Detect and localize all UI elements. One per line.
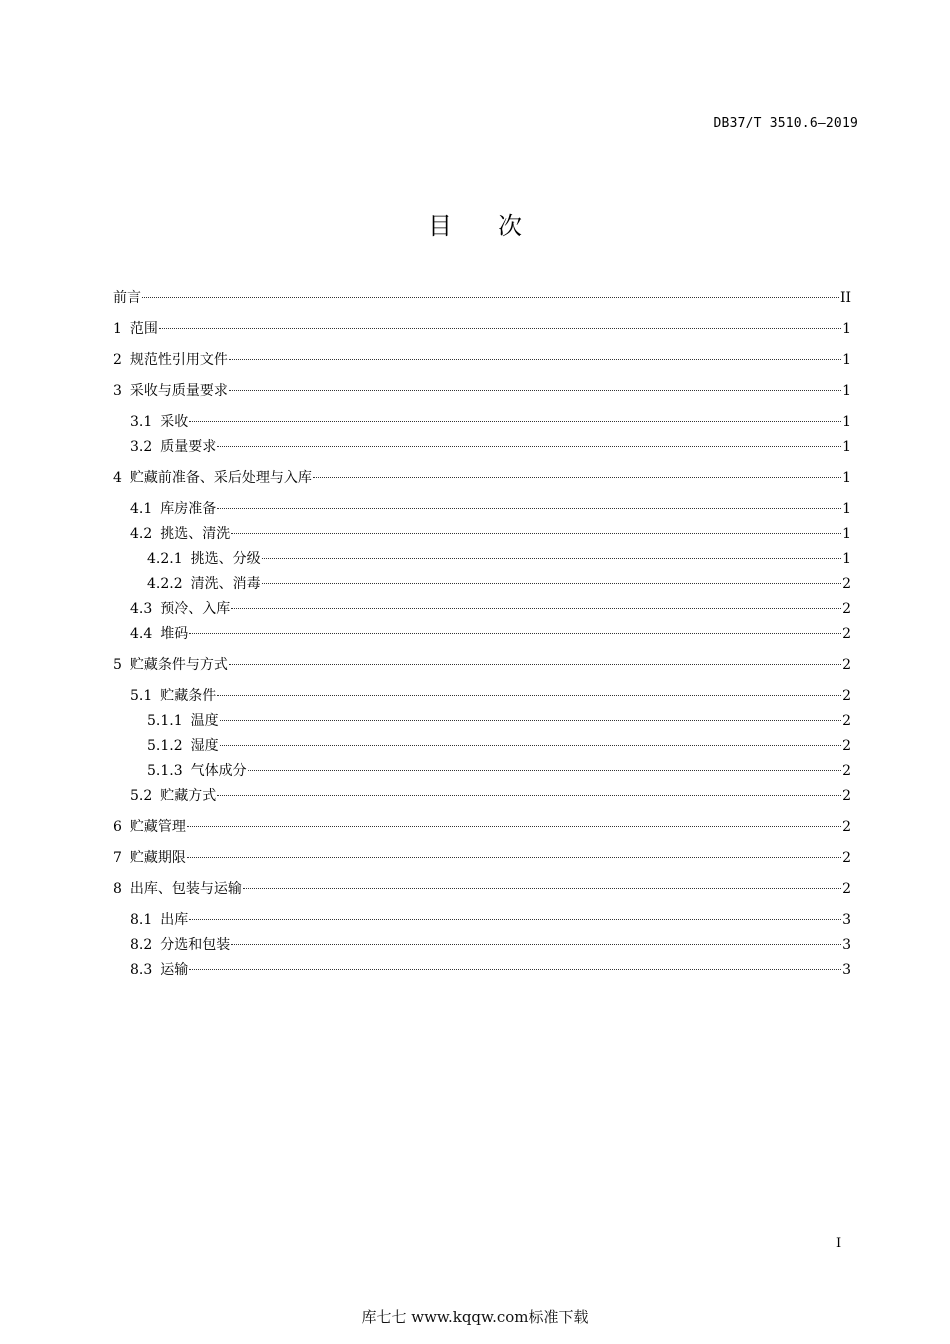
toc-entry-number: 8 [113,881,122,897]
dot-leader [217,508,841,509]
toc-entry[interactable] [113,684,851,709]
dot-leader [189,633,841,634]
toc-entry-number: 8.2 [130,937,153,953]
toc-entry-number: 4.2.2 [147,576,183,592]
dot-leader [187,826,841,827]
document-code: DB37/T 3510.6—2019 [713,116,858,131]
toc-entry-label: 出库、包装与运输 [129,881,242,897]
toc-entry[interactable] [113,815,851,840]
toc-entry-page: 3 [842,912,851,928]
toc-entry-page: 2 [842,788,851,804]
toc-entry[interactable] [113,379,851,404]
toc-entry-number: 5.1.2 [147,738,183,754]
toc-entry-number: 8.3 [130,962,153,978]
toc-entry-label: 预冷、入库 [160,601,231,617]
dot-leader [262,583,841,584]
dot-leader [220,720,841,721]
toc-entry[interactable] [113,547,851,572]
toc-entry[interactable] [113,572,851,597]
toc-entry-number: 7 [113,850,122,866]
dot-leader [313,477,841,478]
toc-entry-page: 1 [842,383,851,399]
dot-leader [189,421,841,422]
toc-entry[interactable] [113,734,851,759]
toc-entry-label: 贮藏条件与方式 [129,657,228,673]
toc-entry-label: 清洗、消毒 [190,576,261,592]
toc-entry-page: 1 [842,321,851,337]
dot-leader [229,359,841,360]
toc-entry-number: 4.2 [130,526,153,542]
toc-entry[interactable] [113,497,851,522]
toc-entry-label: 库房准备 [160,501,217,517]
toc-entry[interactable] [113,317,851,342]
toc-entry-number: 3.2 [130,439,153,455]
dot-leader [231,533,841,534]
toc-entry-page: 1 [842,551,851,567]
toc-entry[interactable] [113,877,851,902]
dot-leader [187,857,841,858]
toc-entry[interactable] [113,784,851,809]
page-title: 目次 [428,212,568,240]
toc-entry-number: 4.2.1 [147,551,183,567]
dot-leader [217,695,841,696]
toc-entry-label: 挑选、分级 [190,551,261,567]
toc-entry[interactable] [113,466,851,491]
dot-leader [229,390,841,391]
toc-entry[interactable] [113,348,851,373]
dot-leader [243,888,841,889]
table-of-contents [113,286,851,983]
toc-entry-label: 贮藏前准备、采后处理与入库 [129,470,312,486]
toc-entry-number: 4.4 [130,626,153,642]
toc-entry-label: 规范性引用文件 [129,352,228,368]
toc-entry-page: 2 [842,576,851,592]
toc-entry[interactable] [113,759,851,784]
toc-entry-label: 贮藏方式 [160,788,217,804]
toc-entry-label: 前言 [113,290,141,306]
toc-entry-page: 2 [842,601,851,617]
toc-entry[interactable] [113,410,851,435]
toc-entry-label: 范围 [129,321,158,337]
dot-leader [220,745,841,746]
toc-entry[interactable] [113,709,851,734]
toc-entry-number: 4.3 [130,601,153,617]
toc-entry-number: 3.1 [130,414,153,430]
toc-entry-page: 3 [842,937,851,953]
toc-entry[interactable] [113,597,851,622]
dot-leader [231,944,841,945]
toc-entry-page: 1 [842,470,851,486]
toc-entry-page: II [839,290,851,306]
toc-entry-label: 采收与质量要求 [129,383,228,399]
toc-entry-number: 3 [113,383,122,399]
toc-entry-page: 1 [842,414,851,430]
toc-entry-number: 5.1.3 [147,763,183,779]
toc-entry[interactable] [113,933,851,958]
toc-entry-number: 6 [113,819,122,835]
toc-entry-number: 8.1 [130,912,153,928]
toc-entry-number: 5.1.1 [147,713,183,729]
toc-entry-page: 1 [842,352,851,368]
toc-entry-label: 质量要求 [160,439,217,455]
toc-entry-page: 2 [842,713,851,729]
toc-entry-label: 贮藏管理 [129,819,186,835]
toc-entry-page: 2 [842,738,851,754]
toc-entry[interactable] [113,522,851,547]
toc-entry-number: 5 [113,657,122,673]
toc-entry[interactable] [113,286,851,311]
toc-entry-label: 分选和包装 [160,937,231,953]
toc-entry[interactable] [113,846,851,871]
toc-entry-label: 运输 [160,962,189,978]
toc-entry-number: 5.1 [130,688,153,704]
dot-leader [262,558,841,559]
toc-entry-page: 1 [842,526,851,542]
toc-entry-page: 2 [842,819,851,835]
dot-leader [159,328,841,329]
toc-entry-page: 2 [842,688,851,704]
toc-entry-number: 2 [113,352,122,368]
dot-leader [189,969,841,970]
toc-entry-label: 挑选、清洗 [160,526,231,542]
toc-entry[interactable] [113,435,851,460]
toc-entry-page: 2 [842,881,851,897]
toc-entry-number: 1 [113,321,122,337]
toc-entry-page: 2 [842,657,851,673]
toc-entry[interactable] [113,653,851,678]
watermark-text: 库七七 www.kqqw.com标准下载 [361,1308,589,1326]
toc-entry-page: 2 [842,763,851,779]
toc-entry[interactable] [113,908,851,933]
dot-leader [217,795,841,796]
toc-entry-number: 5.2 [130,788,153,804]
toc-entry-label: 湿度 [190,738,219,754]
toc-entry-number: 4 [113,470,122,486]
toc-entry-page: 2 [842,850,851,866]
toc-entry-label: 贮藏期限 [129,850,186,866]
toc-entry-page: 3 [842,962,851,978]
toc-entry-page: 1 [842,501,851,517]
toc-entry[interactable] [113,622,851,647]
dot-leader [142,297,839,298]
toc-entry-label: 出库 [160,912,189,928]
dot-leader [248,770,841,771]
toc-entry-label: 温度 [190,713,219,729]
dot-leader [229,664,841,665]
dot-leader [217,446,841,447]
dot-leader [189,919,841,920]
toc-entry-label: 堆码 [160,626,189,642]
dot-leader [231,608,841,609]
toc-entry-label: 贮藏条件 [160,688,217,704]
page-number: I [836,1236,842,1251]
toc-entry[interactable] [113,958,851,983]
toc-entry-page: 1 [842,439,851,455]
toc-entry-label: 采收 [160,414,189,430]
toc-entry-label: 气体成分 [190,763,247,779]
toc-entry-number: 4.1 [130,501,153,517]
toc-entry-page: 2 [842,626,851,642]
